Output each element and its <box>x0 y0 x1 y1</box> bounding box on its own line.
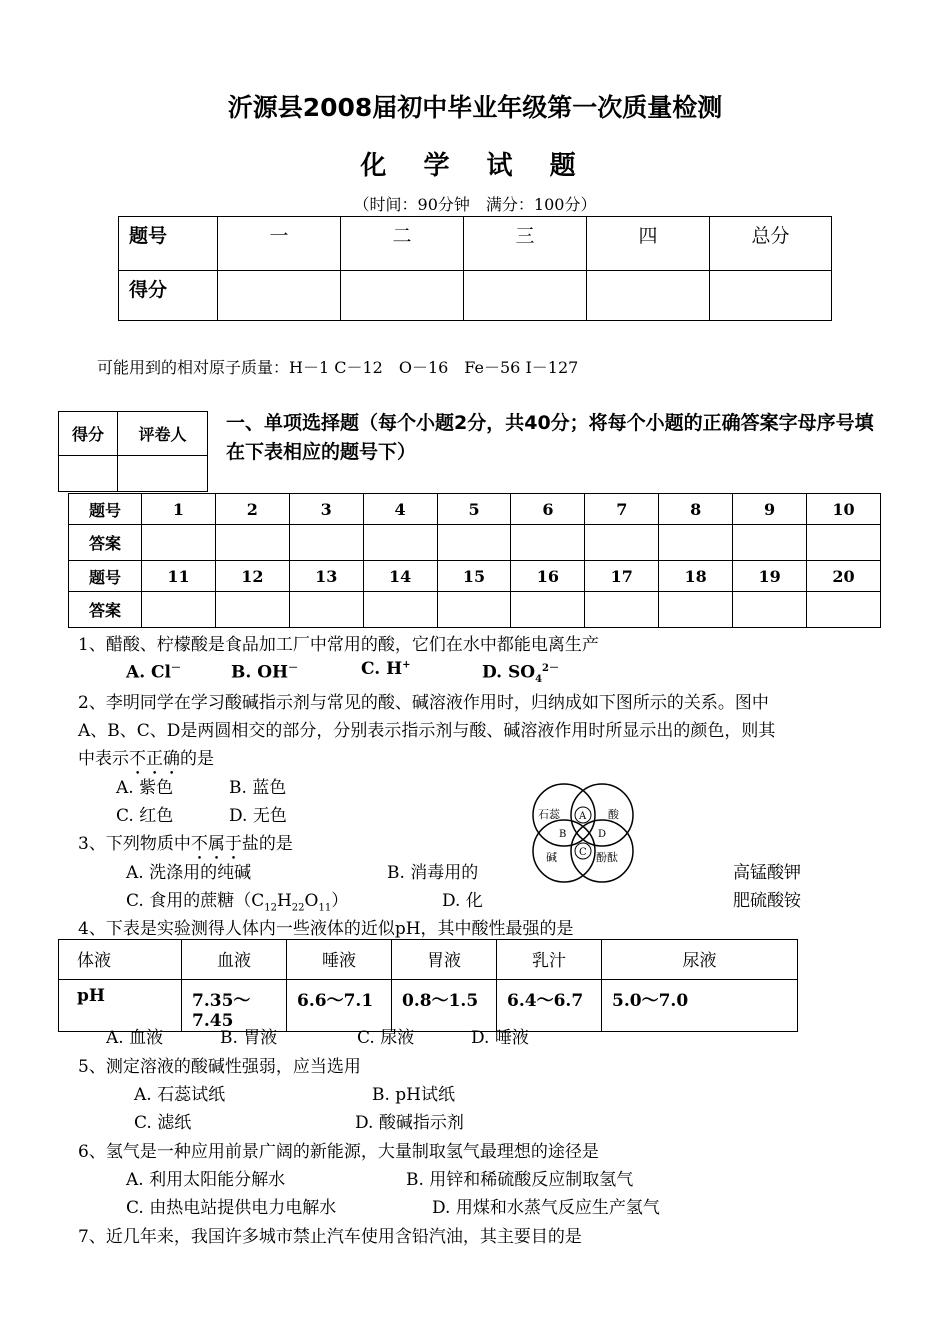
answer-cell[interactable] <box>437 525 511 561</box>
q1-option-c: C. H+ <box>361 659 411 679</box>
q6-stem: 6、氢气是一种应用前景广阔的新能源，大量制取氢气最理想的途径是 <box>78 1142 599 1162</box>
answer-cell[interactable] <box>807 525 881 561</box>
q7-stem: 7、近几年来，我国许多城市禁止汽车使用含铅汽油，其主要目的是 <box>78 1227 582 1247</box>
venn-suan: 酸 <box>608 808 619 821</box>
answer-num: 12 <box>215 561 289 592</box>
q1-stem: 1、醋酸、柠檬酸是食品加工厂中常用的酸，它们在水中都能电离生产 <box>78 635 599 655</box>
venn-d: D <box>598 829 607 840</box>
q3-option-a: A. 洗涤用的纯碱 <box>126 863 252 883</box>
score-col-3: 三 <box>464 217 587 271</box>
score-cell[interactable] <box>218 271 341 321</box>
score-col-1: 一 <box>218 217 341 271</box>
answer-cell[interactable] <box>142 525 216 561</box>
answer-num: 16 <box>511 561 585 592</box>
venn-fentai: 酚酞 <box>596 851 618 864</box>
venn-c: C <box>579 847 587 858</box>
q6-option-a: A. 利用太阳能分解水 <box>126 1170 286 1190</box>
grader-name-cell[interactable] <box>118 456 208 492</box>
answer-num: 15 <box>437 561 511 592</box>
q5-option-c: C. 滤纸 <box>134 1113 192 1133</box>
venn-a: A <box>579 811 587 822</box>
ph-value: 0.8～1.5 <box>392 980 497 1032</box>
answer-cell[interactable] <box>659 525 733 561</box>
ph-value: 6.4～6.7 <box>497 980 602 1032</box>
score-col-2: 二 <box>341 217 464 271</box>
subject-title: 化 学 试 题 <box>360 151 590 181</box>
answer-cell[interactable] <box>807 592 881 628</box>
answer-num: 19 <box>733 561 807 592</box>
q3-stem: 3、下列物质中不属于盐的是 <box>78 834 293 854</box>
time-info: （时间：90分钟 满分：100分） <box>353 195 597 214</box>
q2-option-d: D. 无色 <box>229 806 287 826</box>
score-table <box>118 216 832 321</box>
answer-label: 答案 <box>69 592 142 628</box>
q2-option-b: B. 蓝色 <box>229 778 287 798</box>
answer-cell[interactable] <box>363 525 437 561</box>
answer-num: 5 <box>437 494 511 525</box>
answer-cell[interactable] <box>733 592 807 628</box>
answer-num: 18 <box>659 561 733 592</box>
answer-num-label: 题号 <box>69 494 142 525</box>
q5-option-d: D. 酸碱指示剂 <box>355 1113 464 1133</box>
venn-diagram <box>526 781 638 885</box>
answer-cell[interactable] <box>142 592 216 628</box>
grader-score-cell[interactable] <box>59 456 118 492</box>
q2-option-c: C. 红色 <box>116 806 174 826</box>
answer-num: 14 <box>363 561 437 592</box>
venn-b: B <box>559 829 567 840</box>
answer-cell[interactable] <box>659 592 733 628</box>
answer-num: 9 <box>733 494 807 525</box>
q4-option-a: A. 血液 <box>106 1028 164 1048</box>
answer-cell[interactable] <box>289 525 363 561</box>
answer-label: 答案 <box>69 525 142 561</box>
answer-num: 1 <box>142 494 216 525</box>
ph-value: pH <box>59 980 182 1032</box>
ph-header: 唾液 <box>287 940 392 980</box>
q2-line2: A、B、C、D是两圆相交的部分，分别表示指示剂与酸、碱溶液作用时所显示出的颜色，则其 <box>78 721 776 741</box>
q5-stem: 5、测定溶液的酸碱性强弱，应当选用 <box>78 1057 361 1077</box>
ph-header: 尿液 <box>602 940 798 980</box>
answer-cell[interactable] <box>585 592 659 628</box>
ph-table <box>58 939 798 1032</box>
score-cell[interactable] <box>341 271 464 321</box>
q6-option-c: C. 由热电站提供电力电解水 <box>126 1198 337 1218</box>
q4-option-d: D. 唾液 <box>471 1028 529 1048</box>
answer-cell[interactable] <box>215 592 289 628</box>
ph-header: 体液 <box>59 940 182 980</box>
answer-cell[interactable] <box>437 592 511 628</box>
answer-num: 2 <box>215 494 289 525</box>
q2-line3: 中表示不正确的是 <box>78 749 214 769</box>
venn-jian: 碱 <box>546 851 557 864</box>
answer-cell[interactable] <box>289 592 363 628</box>
answer-num: 20 <box>807 561 881 592</box>
q5-option-b: B. pH试纸 <box>372 1085 456 1105</box>
answer-cell[interactable] <box>733 525 807 561</box>
answer-num: 10 <box>807 494 881 525</box>
q3-option-d-end: 肥硫酸铵 <box>733 891 801 911</box>
exam-title: 沂源县2008届初中毕业年级第一次质量检测 <box>227 93 723 122</box>
score-cell[interactable] <box>464 271 587 321</box>
ph-header: 乳汁 <box>497 940 602 980</box>
q6-option-d: D. 用煤和水蒸气反应生产氢气 <box>432 1198 660 1218</box>
q3-option-b-end: 高锰酸钾 <box>733 863 801 883</box>
answer-num: 4 <box>363 494 437 525</box>
ph-value: 5.0～7.0 <box>602 980 798 1032</box>
answer-cell[interactable] <box>511 525 585 561</box>
grader-label: 评卷人 <box>118 412 208 456</box>
venn-shiru: 石蕊 <box>538 808 560 821</box>
answer-num: 3 <box>289 494 363 525</box>
atomic-masses: 可能用到的相对原子质量：H－1 C－12 O－16 Fe－56 I－127 <box>97 358 579 377</box>
ph-header: 胃液 <box>392 940 497 980</box>
q3-option-d: D. 化 <box>442 891 483 911</box>
answer-num: 13 <box>289 561 363 592</box>
answer-cell[interactable] <box>511 592 585 628</box>
score-row-label: 题号 <box>119 217 218 271</box>
ph-header: 血液 <box>182 940 287 980</box>
answer-num: 8 <box>659 494 733 525</box>
score-col-total: 总分 <box>710 217 832 271</box>
answer-cell[interactable] <box>363 592 437 628</box>
ph-value: 7.35～7.45 <box>182 980 287 1032</box>
q4-option-c: C. 尿液 <box>357 1028 415 1048</box>
q3-option-c: C. 食用的蔗糖$(C_{12}H_{22}O_{11})$ <box>126 891 349 914</box>
q2-option-a: A. 紫色 <box>116 778 174 798</box>
q1-option-b: B. OH－ <box>231 662 299 683</box>
answer-num: 7 <box>585 494 659 525</box>
answer-num: 17 <box>585 561 659 592</box>
q6-option-b: B. 用锌和稀硫酸反应制取氢气 <box>406 1170 634 1190</box>
grader-score-label: 得分 <box>59 412 118 456</box>
answer-num: 11 <box>142 561 216 592</box>
answer-num-label: 题号 <box>69 561 142 592</box>
q3-option-b: B. 消毒用的 <box>387 863 479 883</box>
score-cell[interactable] <box>710 271 832 321</box>
answer-cell[interactable] <box>585 525 659 561</box>
q1-option-a: A. Cl－ <box>126 662 182 683</box>
q4-option-b: B. 胃液 <box>220 1028 278 1048</box>
answer-num: 6 <box>511 494 585 525</box>
q4-stem: 4、下表是实验测得人体内一些液体的近似pH，其中酸性最强的是 <box>78 919 574 939</box>
score-row-label: 得分 <box>119 271 218 321</box>
q2-line1: 2、李明同学在学习酸碱指示剂与常见的酸、碱溶液作用时，归纳成如下图所示的关系。图中 <box>78 693 769 713</box>
q5-option-a: A. 石蕊试纸 <box>134 1085 226 1105</box>
q1-option-d: D. $SO_4^{2-}$ <box>482 662 559 686</box>
ph-value: 6.6～7.1 <box>287 980 392 1032</box>
answer-cell[interactable] <box>215 525 289 561</box>
score-cell[interactable] <box>587 271 710 321</box>
score-col-4: 四 <box>587 217 710 271</box>
grader-box <box>58 411 208 492</box>
answer-table <box>68 493 881 628</box>
section-1-title: 一、单项选择题（每个小题2分，共40分；将每个小题的正确答案字母序号填在下表相应的题号下） <box>226 412 874 463</box>
